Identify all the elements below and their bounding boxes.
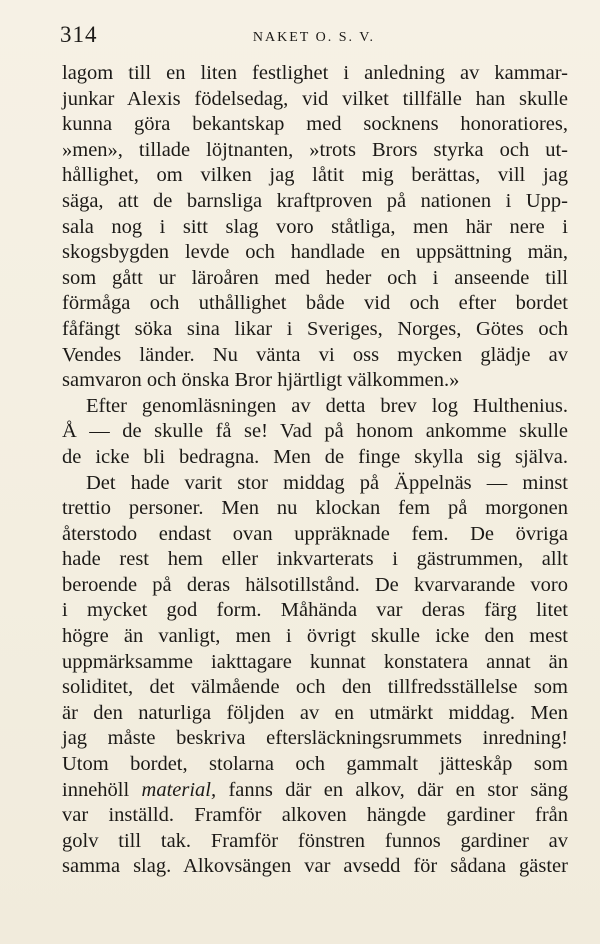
text-line: högre än vanligt, men i övrigt skulle icke den mest xyxy=(62,625,568,648)
text-line: som gått ur läroåren med heder och i anseende till xyxy=(62,266,568,289)
text-line: Utom bordet, stolarna och gammalt jätteskåp som xyxy=(62,753,568,776)
text-line: lagom till en liten festlighet i anledning av kammar- xyxy=(62,62,568,84)
text-line: kunna göra bekantskap med socknens honoratiores, xyxy=(62,113,568,136)
text-line: samma slag. Alkovsängen var avsedd för sådana gäster xyxy=(62,855,568,878)
body-text xyxy=(62,61,568,880)
running-head: NAKET O. S. V. xyxy=(252,30,376,45)
text-line: golv till tak. Framför fönstren funnos gardiner av xyxy=(62,829,568,852)
text-line: de icke bli bedragna. Men de finge skylla sig själva. xyxy=(62,445,568,468)
text-line: sala nog i sitt slag voro ståtliga, men här nere i xyxy=(62,215,568,238)
text-line: fåfängt söka sina likar i Sveriges, Norges, Götes och xyxy=(62,317,568,340)
text-line: junkar Alexis födelsedag, vid vilket tillfälle han skulle xyxy=(62,87,568,110)
page-header xyxy=(60,22,568,50)
text-line-with-italic xyxy=(62,778,568,804)
page-number: 314 xyxy=(60,22,98,47)
text-line: trettio personer. Men nu klockan fem på morgonen xyxy=(62,497,568,520)
text-line: »men», tillade löjtnanten, »trots Brors styrka och ut- xyxy=(62,138,568,161)
text-line: återstodo endast ovan uppräknade fem. De övriga xyxy=(62,522,568,545)
text-line: hade rest hem eller inkvarterats i gästrummen, allt xyxy=(62,548,568,571)
text-line: jag måste beskriva eftersläckningsrummets inredning! xyxy=(62,727,568,750)
text-segment: fanns där en alkov, där en stor säng xyxy=(216,778,568,801)
italic-word: material, xyxy=(141,778,217,801)
text-line: skogsbygden levde och handlade en uppsättning män, xyxy=(62,241,568,264)
text-segment: innehöll xyxy=(62,778,142,801)
text-line: Å — de skulle få se! Vad på honom ankomme skulle xyxy=(62,420,568,443)
text-line: Vendes länder. Nu vänta vi oss mycken glädje av xyxy=(62,343,568,366)
text-line: samvaron och önska Bror hjärtligt välkommen.» xyxy=(62,369,460,392)
text-line: förmåga och uthållighet både vid och efter bordet xyxy=(62,292,568,315)
text-line: uppmärksamme iakttagare kunnat konstatera annat än xyxy=(62,650,568,673)
text-line: var inställd. Framför alkoven hängde gardiner från xyxy=(62,804,568,827)
text-line: Det hade varit stor middag på Äppelnäs — minst xyxy=(86,471,568,494)
text-line: beroende på deras hälsotillstånd. De kvarvarande voro xyxy=(62,573,568,596)
text-line: säga, att de barnsliga kraftproven på nationen i Upp- xyxy=(62,189,568,212)
text-line: är den naturliga följden av en utmärkt middag. Men xyxy=(62,701,568,724)
text-line: soliditet, det välmående och den tillfredsställelse som xyxy=(62,676,568,699)
text-line: hållighet, om vilken jag låtit mig berättas, vill jag xyxy=(62,164,568,187)
text-line: Efter genomläsningen av detta brev log Hulthenius. xyxy=(86,394,568,417)
text-line: i mycket god form. Måhända var deras färg litet xyxy=(62,599,568,622)
